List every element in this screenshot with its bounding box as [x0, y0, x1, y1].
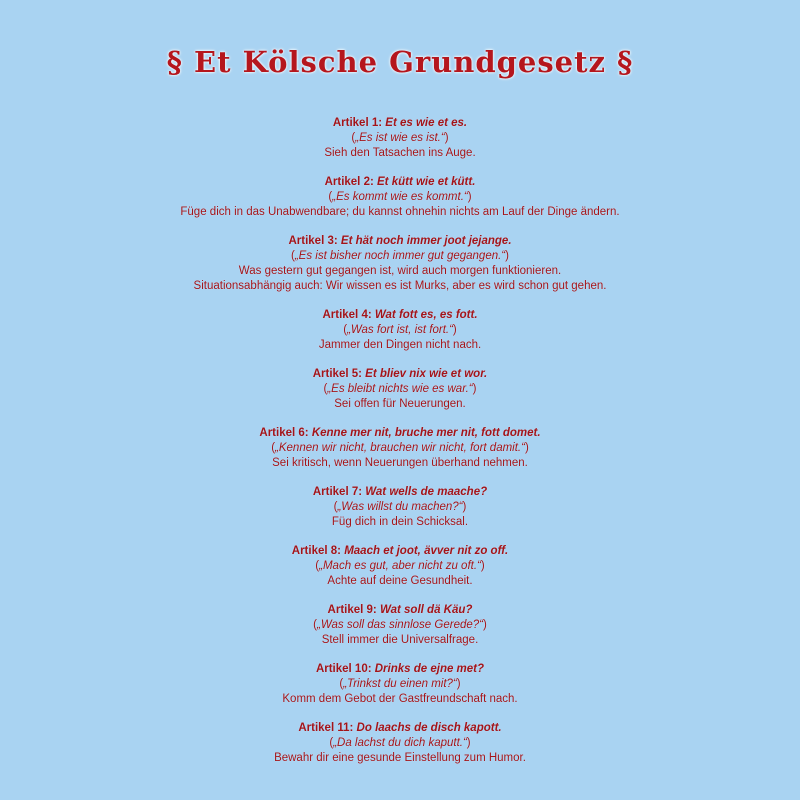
article-heading	[313, 485, 487, 500]
article-label: Artikel 6:	[259, 427, 309, 439]
article-phrase: Do laachs de disch kapott.	[356, 722, 502, 734]
article-translation-text: „Was fort ist, ist fort.“	[347, 324, 453, 336]
article-label: Artikel 4:	[322, 309, 372, 321]
article-heading	[194, 234, 607, 249]
article-meaning: Sieh den Tatsachen ins Auge.	[324, 147, 476, 159]
article-phrase: Wat soll dä Käu?	[379, 604, 473, 616]
article-translation-text: „Kennen wir nicht, brauchen wir nicht, fort damit.“	[275, 442, 525, 454]
article-heading	[259, 426, 540, 441]
article-translation-text: „Es ist wie es ist.“	[355, 132, 445, 144]
article-3	[194, 234, 607, 294]
article-heading	[313, 603, 487, 618]
article-translation-text: „Da lachst du dich kaputt.“	[333, 737, 467, 749]
article-label: Artikel 1:	[332, 117, 383, 129]
article-translation-text: „Es ist bisher noch immer gut gegangen.“	[294, 250, 506, 262]
page-title: § Et Kölsche Grundgesetz §	[166, 45, 634, 79]
article-translation: („Da lachst du dich kaputt.“)	[329, 737, 471, 749]
article-phrase: Drinks de ejne met?	[374, 663, 485, 675]
article-5	[313, 367, 488, 412]
article-label: Artikel 10:	[315, 663, 372, 675]
article-phrase: Et bliev nix wie et wor.	[365, 368, 488, 380]
article-translation-text: „Was soll das sinnlose Gerede?“	[317, 619, 483, 631]
article-10	[282, 662, 517, 707]
article-11	[274, 721, 526, 766]
article-phrase: Et kütt wie et kütt.	[377, 176, 476, 188]
article-label: Artikel 9:	[327, 604, 377, 616]
article-translation-text: „Es kommt wie es kommt.“	[332, 191, 468, 203]
article-translation: („Mach es gut, aber nicht zu oft.“)	[315, 560, 485, 572]
article-phrase: Maach et joot, ävver nit zo off.	[344, 545, 509, 557]
article-meaning: Komm dem Gebot der Gastfreundschaft nach.	[282, 693, 518, 705]
article-label: Artikel 3:	[288, 235, 338, 247]
article-heading	[274, 721, 526, 736]
article-translation: („Kennen wir nicht, brauchen wir nicht, fort damit.“)	[271, 442, 529, 454]
article-phrase: Kenne mer nit, bruche mer nit, fott domet.	[311, 427, 541, 439]
article-meaning: Füg dich in dein Schicksal.	[331, 516, 469, 528]
article-9	[313, 603, 487, 648]
article-heading	[319, 308, 481, 323]
article-translation: („Trinkst du einen mit?“)	[339, 678, 461, 690]
article-heading	[292, 544, 508, 559]
article-translation-text: „Es bleibt nichts wie es war.“	[327, 383, 473, 395]
article-translation: („Was willst du machen?“)	[333, 501, 467, 513]
article-meaning-extra: Situationsabhängig auch: Wir wissen es ist Murks, aber es wird schon gut gehen.	[193, 280, 607, 292]
article-translation-text: „Trinkst du einen mit?“	[343, 678, 457, 690]
article-1	[324, 116, 475, 161]
article-list	[0, 116, 800, 780]
article-translation-text: „Was willst du machen?“	[337, 501, 463, 513]
article-meaning: Sei kritisch, wenn Neuerungen überhand nehmen.	[272, 457, 528, 469]
article-7	[313, 485, 487, 530]
article-meaning: Bewahr dir eine gesunde Einstellung zum Humor.	[274, 752, 526, 764]
article-meaning: Achte auf deine Gesundheit.	[327, 575, 473, 587]
article-phrase: Et hät noch immer joot jejange.	[340, 235, 512, 247]
article-translation: („Was fort ist, ist fort.“)	[343, 324, 457, 336]
article-heading	[180, 175, 619, 190]
article-heading	[313, 367, 488, 382]
article-meaning: Jammer den Dingen nicht nach.	[318, 339, 482, 351]
article-phrase: Wat fott es, es fott.	[374, 309, 478, 321]
article-heading	[282, 662, 517, 677]
article-8	[292, 544, 508, 589]
article-label: Artikel 7:	[312, 486, 363, 498]
article-meaning: Füge dich in das Unabwendbare; du kannst ohnehin nichts am Lauf der Dinge ändern.	[180, 206, 620, 218]
article-phrase: Et es wie et es.	[385, 117, 468, 129]
article-meaning: Was gestern gut gegangen ist, wird auch morgen funktionieren.	[238, 265, 562, 277]
article-heading	[324, 116, 475, 131]
article-translation: („Es kommt wie es kommt.“)	[328, 191, 472, 203]
article-phrase: Wat wells de maache?	[365, 486, 488, 498]
article-2	[180, 175, 619, 220]
article-translation: („Was soll das sinnlose Gerede?“)	[313, 619, 487, 631]
article-label: Artikel 5:	[312, 368, 362, 380]
article-label: Artikel 11:	[298, 722, 354, 734]
article-translation: („Es ist bisher noch immer gut gegangen.“)	[291, 250, 509, 262]
article-meaning: Sei offen für Neuerungen.	[334, 398, 466, 410]
article-translation: („Es ist wie es ist.“)	[351, 132, 449, 144]
article-translation: („Es bleibt nichts wie es war.“)	[323, 383, 477, 395]
article-translation-text: „Mach es gut, aber nicht zu oft.“	[319, 560, 481, 572]
article-label: Artikel 2:	[324, 176, 374, 188]
article-meaning: Stell immer die Universalfrage.	[321, 634, 479, 646]
article-4	[319, 308, 481, 353]
article-6	[259, 426, 540, 471]
article-label: Artikel 8:	[291, 545, 341, 557]
